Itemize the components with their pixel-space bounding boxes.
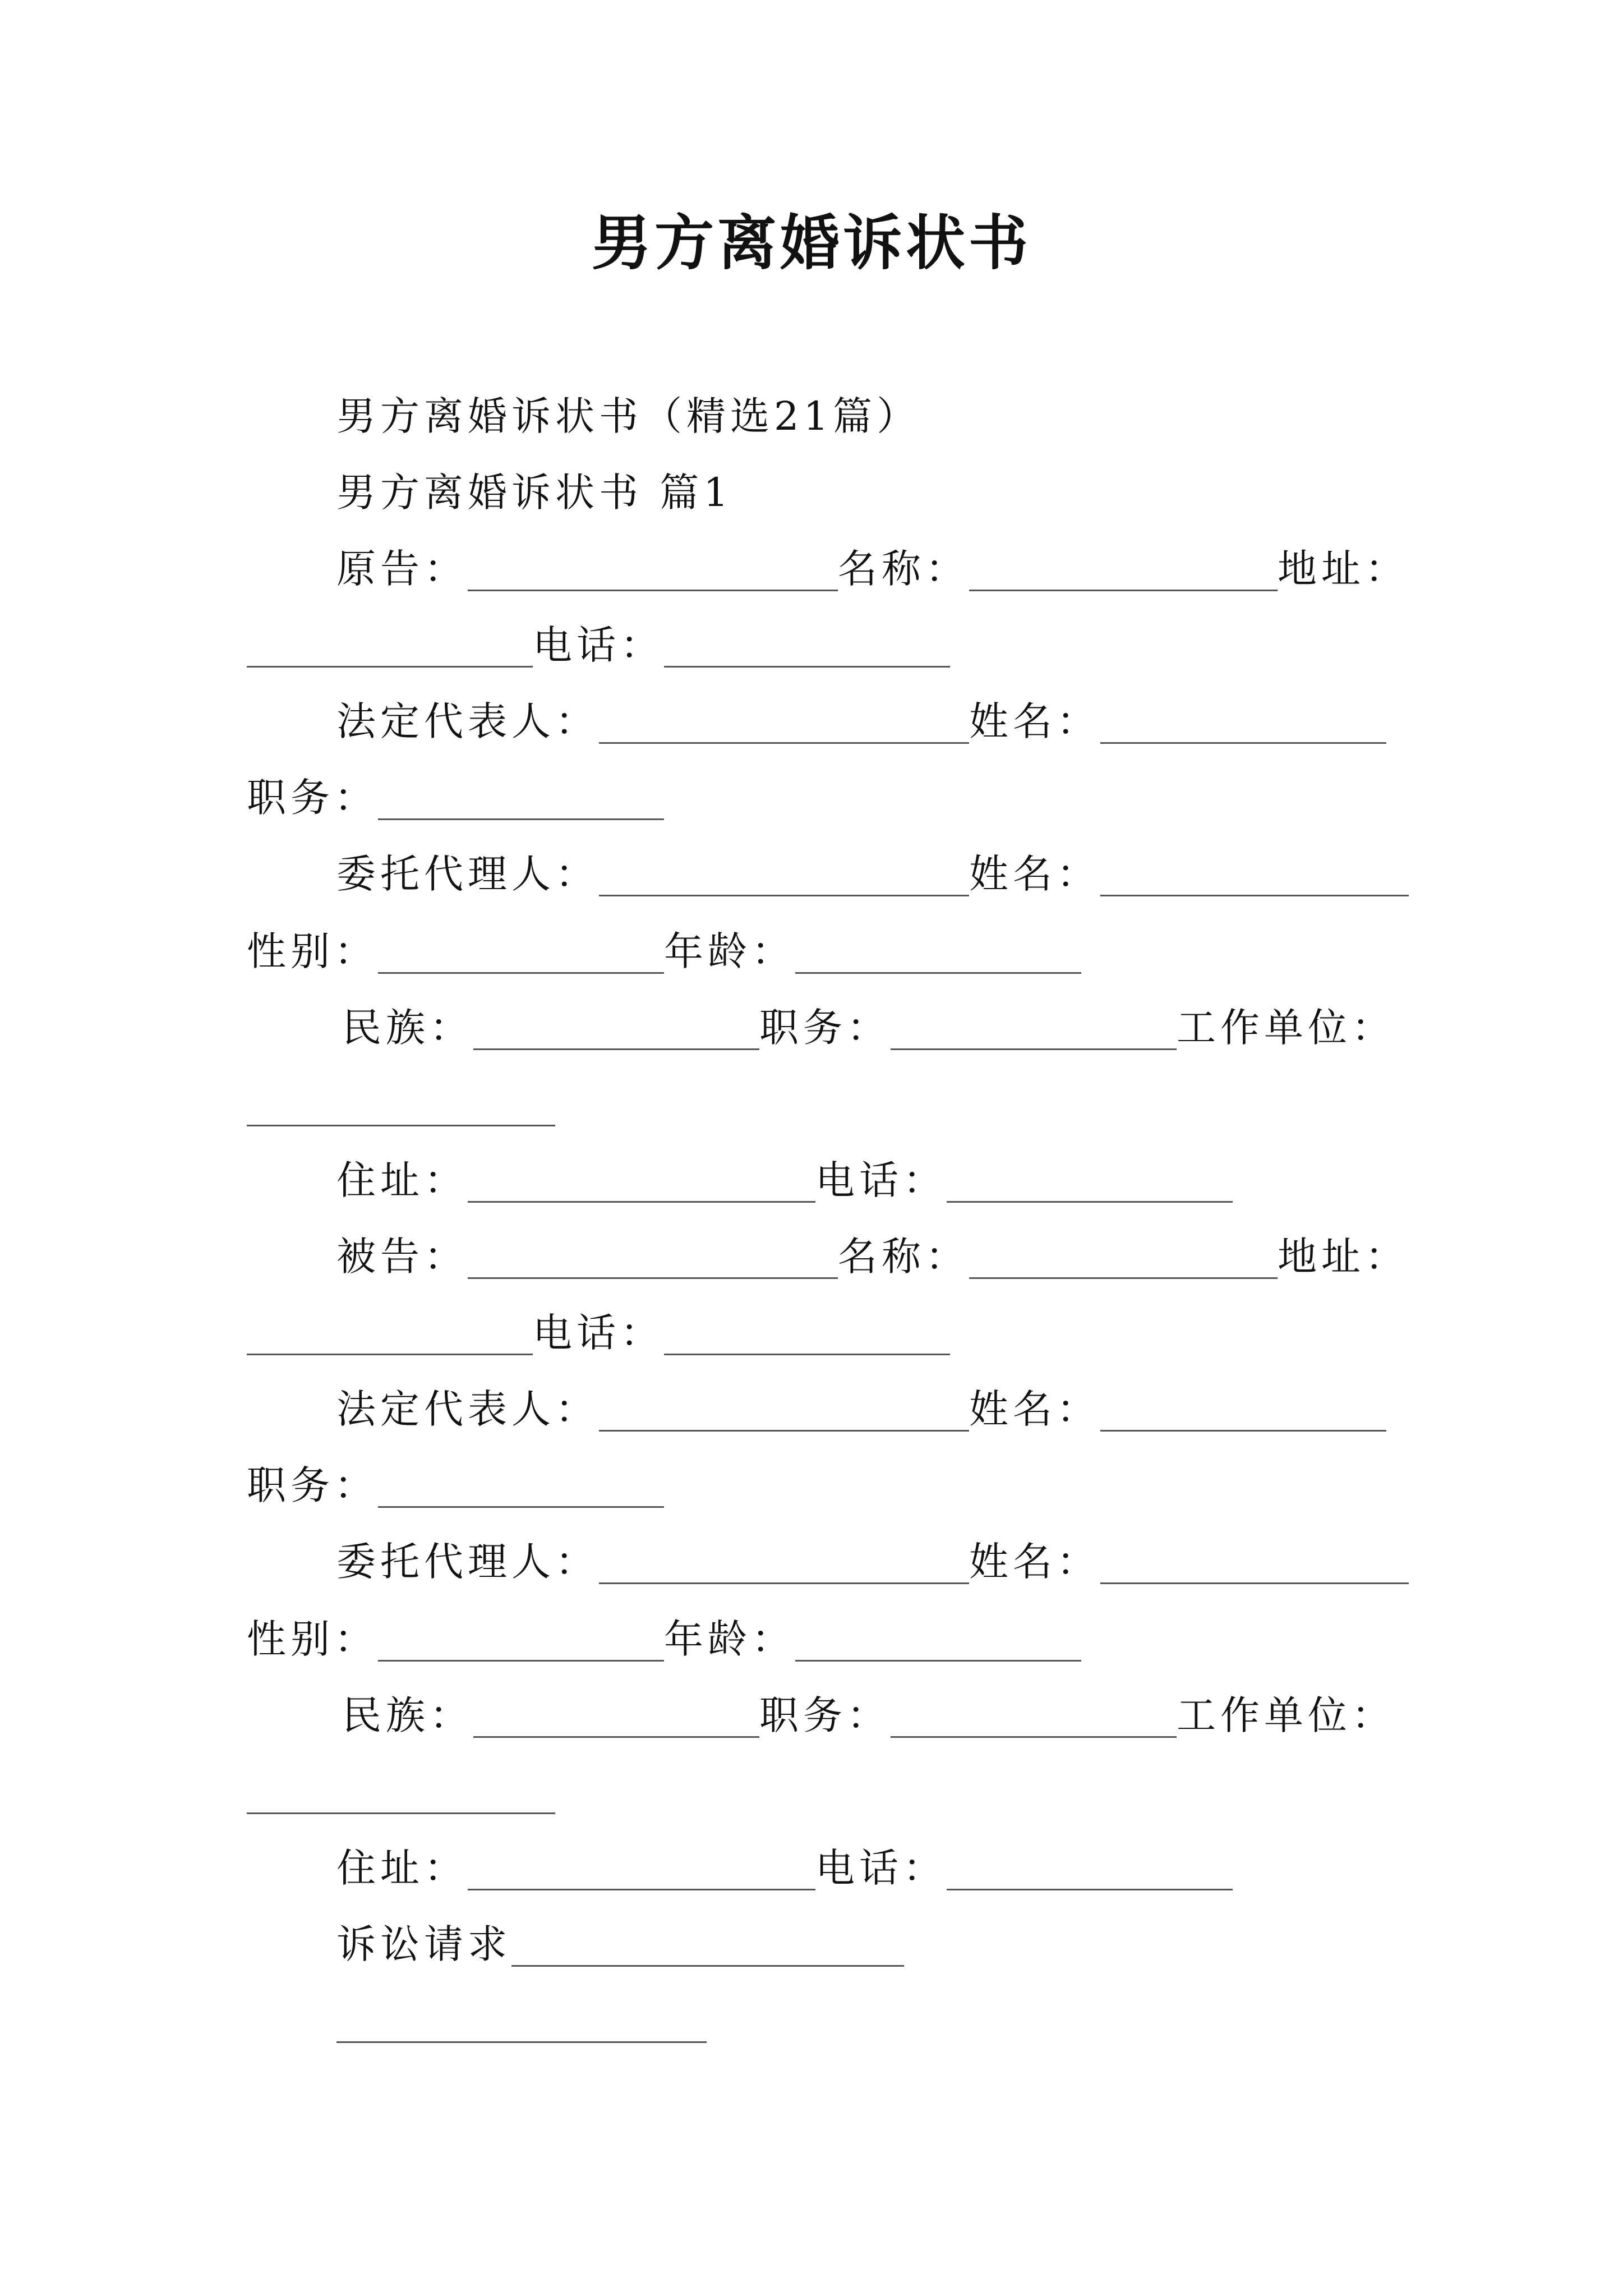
plaintiff-ethnicity-blank[interactable] [473, 1009, 759, 1050]
plaintiff-blank[interactable] [468, 550, 838, 591]
plaintiff-position-blank[interactable] [378, 779, 664, 820]
defendant-ethnicity-row [342, 1684, 1395, 1740]
section-heading: 男方离婚诉状书 篇1 [336, 469, 733, 516]
defendant-agent-position-blank[interactable] [891, 1697, 1177, 1738]
defendant-age-label: 年龄： [664, 1616, 795, 1662]
defendant-blank[interactable] [468, 1238, 838, 1279]
plaintiff-employer-row [247, 1073, 555, 1129]
defendant-legal-rep-label: 法定代表人： [336, 1386, 599, 1432]
plaintiff-residence-phone-blank[interactable] [947, 1162, 1233, 1203]
plaintiff-gender-row [247, 920, 1081, 976]
plaintiff-position-label: 职务： [247, 774, 378, 821]
plaintiff-name-label: 名称： [838, 545, 969, 592]
plaintiff-residence-blank[interactable] [468, 1162, 815, 1203]
plaintiff-agent-name-label: 姓名： [969, 850, 1100, 897]
plaintiff-age-blank[interactable] [795, 933, 1081, 974]
plaintiff-ethnicity-row [342, 996, 1395, 1052]
plaintiff-residence-label: 住址： [336, 1157, 468, 1203]
defendant-agent-row [336, 1530, 1409, 1586]
plaintiff-legal-rep-row [336, 690, 1386, 746]
plaintiff-residence-phone-label: 电话： [815, 1157, 947, 1203]
claims-label: 诉讼请求 [336, 1921, 511, 1967]
defendant-rep-name-blank[interactable] [1100, 1391, 1386, 1432]
defendant-name-label: 名称： [838, 1233, 969, 1280]
defendant-legal-rep-row [336, 1378, 1386, 1434]
plaintiff-gender-label: 性别： [247, 928, 378, 974]
plaintiff-position-row [247, 766, 664, 822]
defendant-residence-row [336, 1837, 1233, 1893]
plaintiff-name-blank[interactable] [969, 550, 1278, 591]
defendant-residence-phone-label: 电话： [815, 1844, 947, 1891]
plaintiff-address-label: 地址： [1278, 545, 1409, 592]
defendant-phone-blank[interactable] [664, 1314, 950, 1355]
plaintiff-legal-rep-label: 法定代表人： [336, 698, 599, 744]
plaintiff-label: 原告： [336, 545, 468, 592]
plaintiff-agent-position-blank[interactable] [891, 1009, 1177, 1050]
defendant-agent-name-label: 姓名： [969, 1538, 1100, 1585]
plaintiff-phone-label: 电话： [533, 622, 664, 668]
plaintiff-employer-label: 工作单位： [1177, 1004, 1395, 1051]
defendant-agent-blank[interactable] [599, 1543, 969, 1584]
defendant-employer-row [247, 1760, 555, 1816]
defendant-name-blank[interactable] [969, 1238, 1278, 1279]
defendant-agent-label: 委托代理人： [336, 1538, 599, 1585]
plaintiff-row [336, 537, 1409, 593]
defendant-address-blank[interactable] [247, 1314, 533, 1355]
defendant-employer-label: 工作单位： [1177, 1692, 1395, 1738]
defendant-row [336, 1225, 1409, 1281]
plaintiff-agent-position-label: 职务： [759, 1004, 891, 1051]
plaintiff-agent-blank[interactable] [599, 855, 969, 896]
plaintiff-gender-blank[interactable] [378, 933, 664, 974]
defendant-agent-name-blank[interactable] [1100, 1543, 1409, 1584]
plaintiff-address-blank[interactable] [247, 627, 533, 668]
defendant-ethnicity-label: 民族： [342, 1692, 473, 1738]
defendant-age-blank[interactable] [795, 1621, 1081, 1662]
defendant-position-blank[interactable] [378, 1467, 664, 1508]
defendant-gender-label: 性别： [247, 1616, 378, 1662]
defendant-position-label: 职务： [247, 1462, 378, 1508]
defendant-gender-row [247, 1608, 1081, 1664]
defendant-address-label: 地址： [1278, 1233, 1409, 1280]
plaintiff-agent-name-blank[interactable] [1100, 855, 1409, 896]
defendant-position-row [247, 1454, 664, 1510]
plaintiff-ethnicity-label: 民族： [342, 1004, 473, 1051]
plaintiff-address-row [247, 614, 950, 670]
defendant-employer-blank[interactable] [247, 1773, 555, 1814]
claims-row [336, 1913, 904, 1969]
defendant-gender-blank[interactable] [378, 1621, 664, 1662]
defendant-ethnicity-blank[interactable] [473, 1697, 759, 1738]
defendant-phone-label: 电话： [533, 1309, 664, 1356]
claims-continuation-row [336, 1989, 707, 2045]
plaintiff-residence-row [336, 1149, 1233, 1205]
plaintiff-agent-row [336, 843, 1409, 899]
plaintiff-rep-name-blank[interactable] [1100, 703, 1386, 744]
subtitle: 男方离婚诉状书（精选21篇） [336, 393, 921, 439]
plaintiff-agent-label: 委托代理人： [336, 850, 599, 897]
claims-blank[interactable] [511, 1926, 904, 1967]
subtitle-line [336, 385, 920, 441]
plaintiff-age-label: 年龄： [664, 928, 795, 974]
defendant-label: 被告： [336, 1233, 468, 1280]
claims-continuation-blank[interactable] [336, 2002, 707, 2043]
defendant-address-row [247, 1301, 950, 1358]
section-heading-line [336, 461, 733, 517]
defendant-residence-phone-blank[interactable] [947, 1849, 1233, 1890]
plaintiff-employer-blank[interactable] [247, 1085, 555, 1126]
defendant-rep-name-label: 姓名： [969, 1386, 1100, 1432]
document-title: 男方离婚诉状书 [592, 208, 1031, 278]
defendant-legal-rep-blank[interactable] [599, 1391, 969, 1432]
defendant-agent-position-label: 职务： [759, 1692, 891, 1738]
defendant-residence-label: 住址： [336, 1844, 468, 1891]
defendant-residence-blank[interactable] [468, 1849, 815, 1890]
plaintiff-phone-blank[interactable] [664, 627, 950, 668]
plaintiff-rep-name-label: 姓名： [969, 698, 1100, 744]
plaintiff-legal-rep-blank[interactable] [599, 703, 969, 744]
